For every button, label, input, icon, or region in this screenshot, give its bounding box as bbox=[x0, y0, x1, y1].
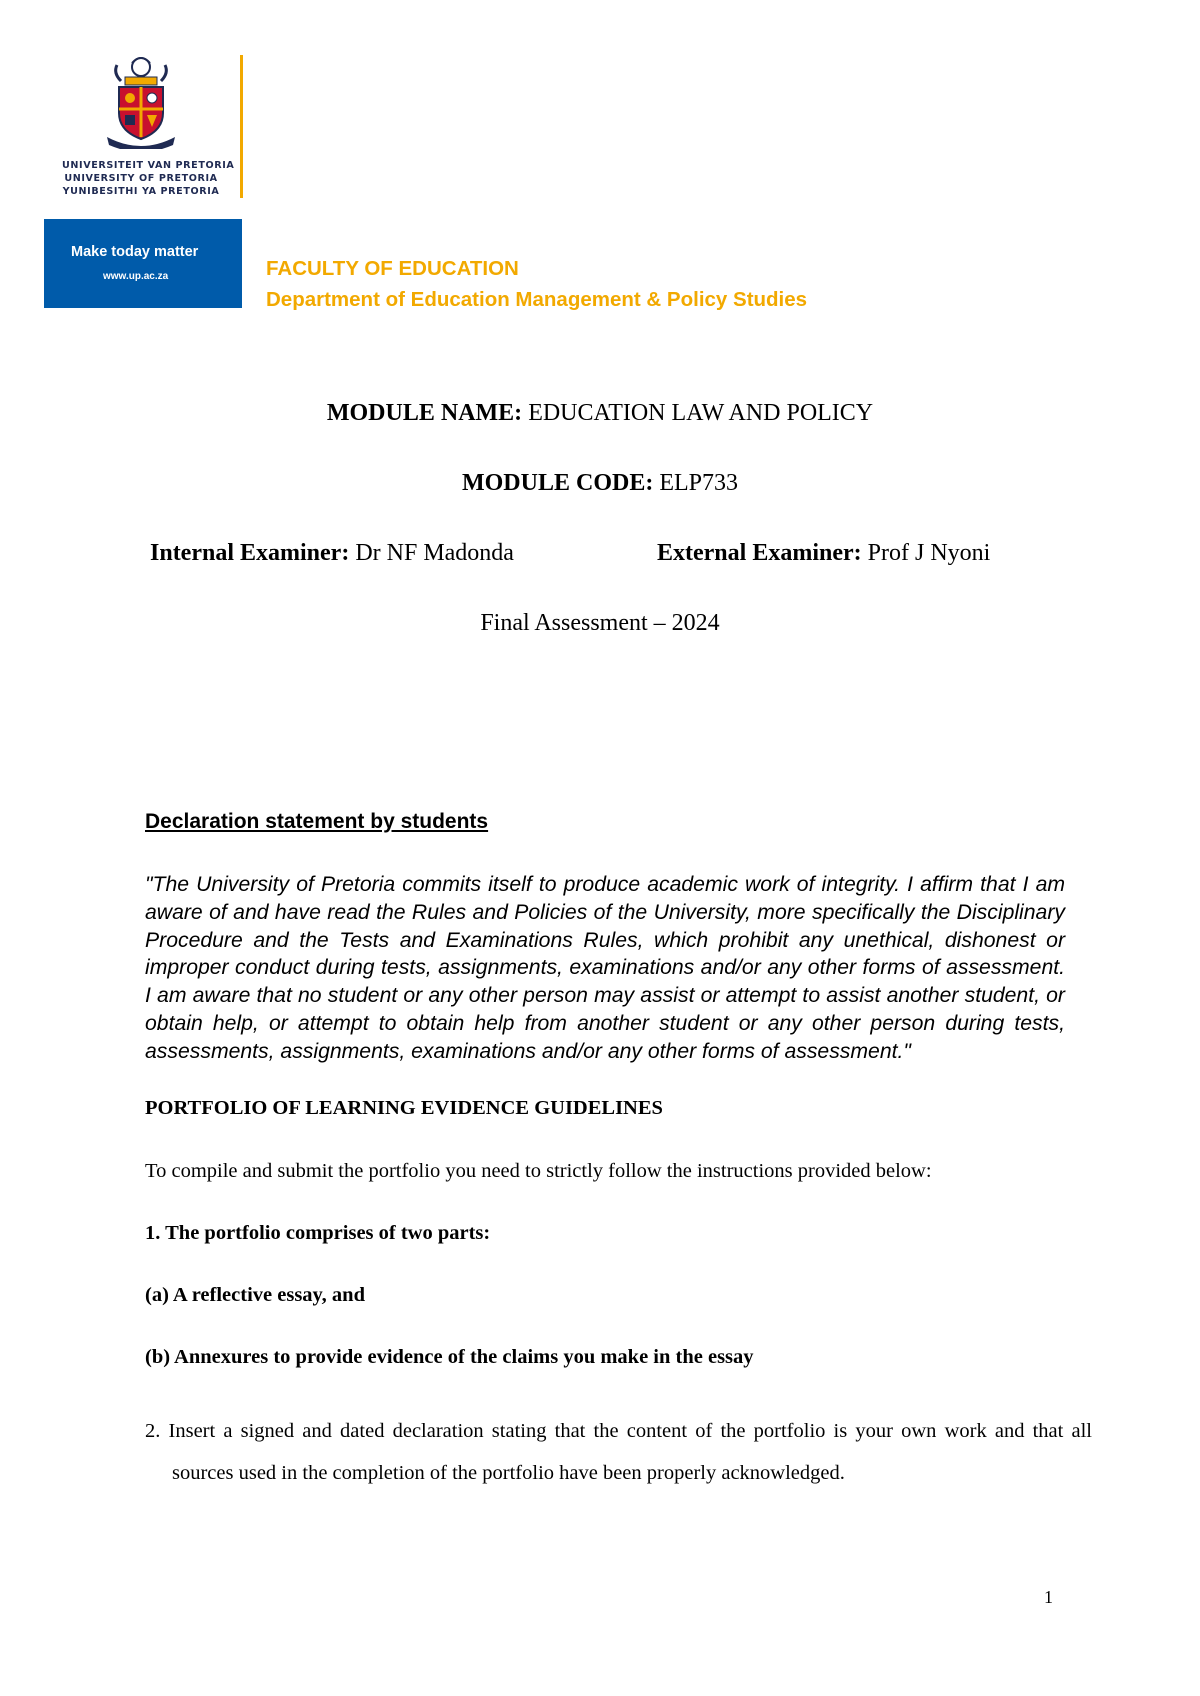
external-examiner-label: External Examiner: bbox=[657, 540, 862, 566]
module-code-line bbox=[0, 470, 1200, 497]
university-name-sepedi: YUNIBESITHI YA PRETORIA bbox=[62, 186, 220, 197]
external-examiner-value: Prof J Nyoni bbox=[867, 540, 991, 566]
university-crest-logo bbox=[103, 55, 179, 149]
slogan-text: Make today matter bbox=[71, 244, 199, 260]
guidelines-intro: To compile and submit the portfolio you need to strictly follow the instructions provided below: bbox=[145, 1160, 932, 1182]
guideline-item-1b: (b) Annexures to provide evidence of the claims you make in the essay bbox=[145, 1346, 754, 1368]
module-name-label: MODULE NAME: bbox=[326, 400, 523, 426]
module-name-line bbox=[0, 400, 1200, 427]
internal-examiner-label: Internal Examiner: bbox=[150, 540, 350, 566]
declaration-heading: Declaration statement by students bbox=[145, 810, 489, 833]
website-text: www.up.ac.za bbox=[103, 271, 169, 282]
module-code-value: ELP733 bbox=[659, 470, 738, 496]
declaration-text: "The University of Pretoria commits itself to produce academic work of integrity. I affirm that I am aware of and have read the Rules and Policies of the University, more specifically the Disciplinary Procedure and the Tests and Examinations Rules, which prohibit any unethical, dishonest or improper conduct during tests, assignments, examinations and/or any other forms of assessment. I am aware that no student or any other person may assist or attempt to assist another student, or obtain help, or attempt to obtain help from another student or any other person during tests, assessments, assignments, examinations and/or any other forms of assessment." bbox=[145, 873, 1065, 1063]
guideline-item-1: 1. The portfolio comprises of two parts: bbox=[145, 1222, 491, 1244]
header-divider bbox=[240, 55, 243, 198]
external-examiner bbox=[657, 540, 990, 567]
internal-examiner-value: Dr NF Madonda bbox=[355, 540, 514, 566]
assessment-title: Final Assessment – 2024 bbox=[480, 610, 720, 636]
guideline-item-2: 2. Insert a signed and dated declaration stating that the content of the portfolio is your own work and that all sources used in the completion of the portfolio have been properly acknowledged. bbox=[145, 1420, 1092, 1484]
module-name-value: EDUCATION LAW AND POLICY bbox=[528, 400, 874, 426]
module-code-label: MODULE CODE: bbox=[461, 470, 654, 496]
department-title: Department of Education Management & Policy Studies bbox=[266, 288, 808, 311]
internal-examiner bbox=[150, 540, 514, 567]
page-number: 1 bbox=[1044, 1587, 1053, 1607]
guidelines-heading: PORTFOLIO OF LEARNING EVIDENCE GUIDELINES bbox=[145, 1097, 663, 1119]
faculty-title: FACULTY OF EDUCATION bbox=[266, 257, 519, 280]
slogan-banner bbox=[44, 219, 242, 308]
guideline-item-1a: (a) A reflective essay, and bbox=[145, 1284, 365, 1306]
university-name-english: UNIVERSITY OF PRETORIA bbox=[64, 173, 218, 184]
university-name-afrikaans: UNIVERSITEIT VAN PRETORIA bbox=[62, 160, 235, 171]
